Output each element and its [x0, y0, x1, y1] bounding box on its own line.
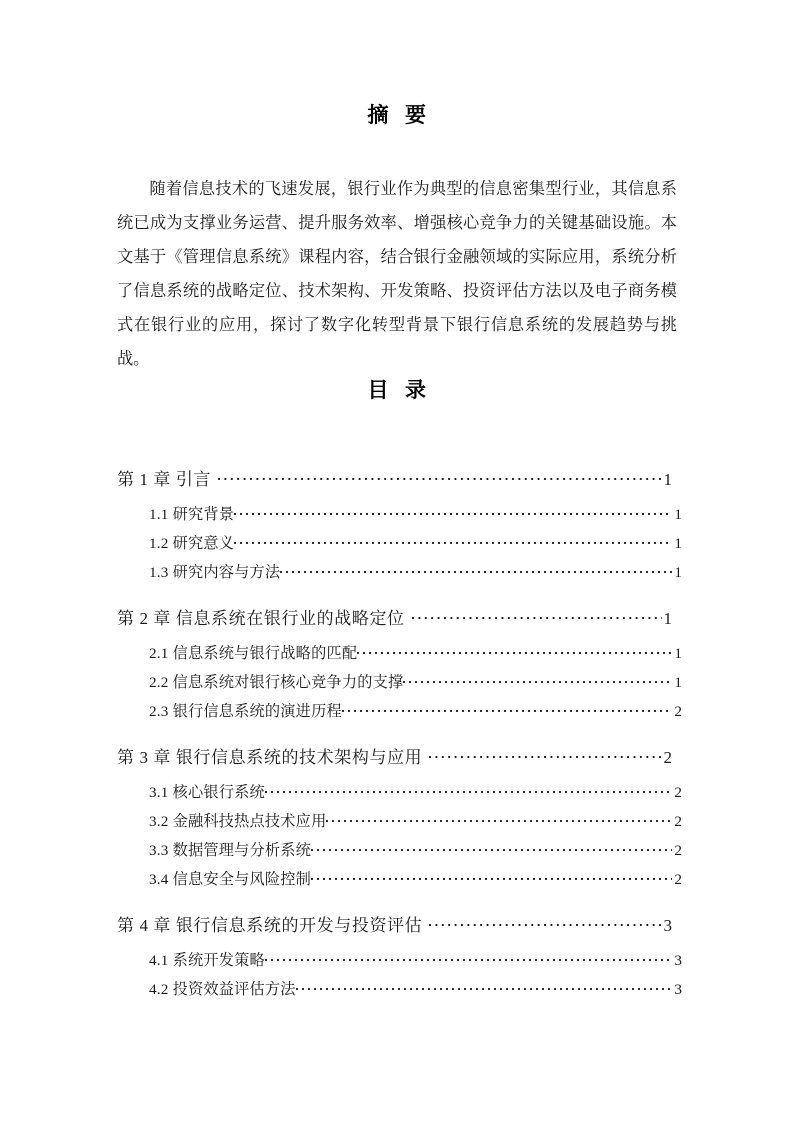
toc-chapter-entry[interactable] — [117, 911, 672, 949]
toc-section-entry[interactable] — [117, 781, 682, 810]
toc-page-number: 2 — [674, 784, 682, 802]
toc-dot-leader — [234, 504, 672, 519]
abstract-section — [117, 103, 677, 376]
toc-entry-label: 第 4 章 银行信息系统的开发与投资评估 — [117, 916, 423, 936]
toc-entry-label: 1.3 研究内容与方法 — [149, 564, 281, 582]
toc-section-entry[interactable] — [117, 561, 682, 590]
toc-page-number: 1 — [663, 470, 672, 490]
toc-page-number: 1 — [674, 506, 682, 524]
toc-section-entry[interactable] — [117, 671, 682, 700]
toc-section-entry[interactable] — [117, 839, 682, 868]
toc-page-number: 2 — [663, 748, 672, 768]
toc-dot-leader — [265, 950, 673, 965]
toc-entry-list — [117, 403, 682, 1007]
toc-section-entry[interactable] — [117, 642, 682, 671]
toc-dot-leader — [429, 914, 661, 931]
toc-entry-label: 第 1 章 引言 — [117, 470, 212, 490]
toc-page-number: 1 — [674, 645, 682, 663]
toc-page-number: 2 — [674, 813, 682, 831]
toc-dot-leader — [311, 869, 672, 884]
toc-entry-label: 3.1 核心银行系统 — [149, 784, 265, 802]
toc-section-entry[interactable] — [117, 532, 682, 561]
toc-dot-leader — [326, 811, 672, 826]
toc-entry-label: 1.1 研究背景 — [149, 506, 235, 524]
toc-page-number: 1 — [663, 609, 672, 629]
toc-entry-label: 4.2 投资效益评估方法 — [149, 981, 296, 999]
toc-section-entry[interactable] — [117, 978, 682, 1007]
toc-entry-label: 2.1 信息系统与银行战略的匹配 — [149, 645, 358, 663]
toc-entry-label: 第 2 章 信息系统在银行业的战略定位 — [117, 609, 405, 629]
toc-dot-leader — [280, 562, 672, 577]
toc-section-entry[interactable] — [117, 949, 682, 978]
toc-dot-leader — [234, 533, 672, 548]
toc-heading — [117, 378, 677, 403]
toc-dot-leader — [357, 643, 672, 658]
toc-dot-leader — [342, 701, 673, 716]
toc-entry-label: 3.3 数据管理与分析系统 — [149, 842, 312, 860]
toc-chapter-entry[interactable] — [117, 604, 672, 642]
toc-page-number: 3 — [674, 952, 682, 970]
toc-section-entry[interactable] — [117, 503, 682, 532]
toc-entry-label: 4.1 系统开发策略 — [149, 952, 265, 970]
toc-chapter-entry[interactable] — [117, 743, 672, 781]
toc-section-entry[interactable] — [117, 810, 682, 839]
abstract-heading-char-1: 摘 — [367, 104, 389, 127]
toc-heading-char-1: 目 — [367, 379, 389, 402]
toc-chapter-entry[interactable] — [117, 465, 672, 503]
toc-page-number: 2 — [674, 842, 682, 860]
toc-heading-char-2: 录 — [405, 379, 427, 402]
toc-dot-leader — [311, 840, 672, 855]
toc-entry-label: 2.2 信息系统对银行核心竞争力的支撑 — [149, 674, 404, 692]
toc-page-number: 1 — [674, 564, 682, 582]
toc-dot-leader — [403, 672, 672, 687]
abstract-heading-char-2: 要 — [405, 104, 427, 127]
toc-dot-leader — [429, 746, 661, 763]
toc-page-number: 3 — [663, 916, 672, 936]
toc-dot-leader — [412, 607, 662, 624]
toc-entry-label: 第 3 章 银行信息系统的技术架构与应用 — [117, 748, 423, 768]
toc-section-entry[interactable] — [117, 868, 682, 897]
abstract-body-text: 随着信息技术的飞速发展，银行业作为典型的信息密集型行业，其信息系统已成为支撑业务运营、提升服务效率、增强核心竞争力的关键基础设施。本文基于《管理信息系统》课程内容，结合银行金融领域的实际应用，系统分析了信息系统的战略定位、技术架构、开发策略、投资评估方法以及电子商务模式在银行业的应用，探讨了数字化转型背景下银行信息系统的发展趋势与挑战。 — [117, 180, 677, 369]
toc-section-entry[interactable] — [117, 700, 682, 729]
toc-dot-leader — [296, 979, 673, 994]
toc-page-number: 2 — [674, 871, 682, 889]
abstract-heading — [117, 103, 677, 128]
toc-entry-label: 3.4 信息安全与风险控制 — [149, 871, 312, 889]
toc-dot-leader — [265, 782, 673, 797]
toc-entry-label: 3.2 金融科技热点技术应用 — [149, 813, 327, 831]
toc-page-number: 3 — [674, 981, 682, 999]
table-of-contents — [117, 378, 682, 1007]
toc-page-number: 1 — [674, 535, 682, 553]
toc-entry-label: 2.3 银行信息系统的演进历程 — [149, 703, 342, 721]
toc-dot-leader — [218, 468, 661, 485]
toc-entry-label: 1.2 研究意义 — [149, 535, 235, 553]
toc-page-number: 2 — [674, 703, 682, 721]
toc-page-number: 1 — [674, 674, 682, 692]
